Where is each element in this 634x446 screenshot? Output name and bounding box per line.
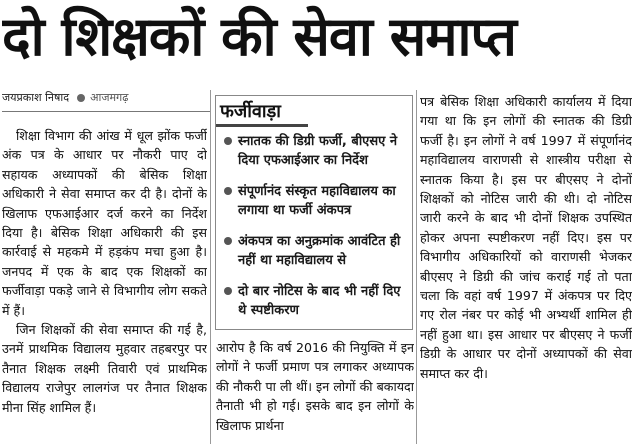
article-paragraph: आरोप है कि वर्ष 2016 की नियुक्ति में इन लोगों ने फर्जी प्रमाण पत्र लगाकर अध्यापक की नौकरी पा ली थीं। इन लोगों की बकायदा तैनाती भी हो गई। इसके बाद इन लोगों के खिलाफ प्रार्थना [216,340,414,433]
bullet-icon [224,287,232,295]
article-paragraph: पत्र बेसिक शिक्षा अधिकारी कार्यालय में दिया गया था कि इन लोगों की स्नातक की डिग्री फर्जी है। इन लोगों ने वर्ष 1997 में संपूर्णानंद महाविद्यालय वाराणसी से शास्त्रीय परीक्षा से स्नातक किया है। इस पर बीएसए ने दोनों शिक्षकों को नोटिस जारी की थी। दो नोटिस जारी करने के बाद भी दोनों शिक्षक उपस्थित होकर अपना स्पष्टीकरण नहीं दिए। इस पर विभागीय अधिकारियों को वाराणसी भेजकर बीएसए ने डिग्री की जांच कराई गई तो पता चला कि वहां वर्ष 1997 में अंकपत्र पर दिए गए रोल नंबर पर कोई भी अभ्यर्थी शामिल ही नहीं हुआ था। इस आधार पर बीएसए ने फर्जी डिग्री के आधार पर दोनों अध्यापकों की सेवा समाप्त कर दी। [420,94,632,381]
byline-author: जयप्रकाश निषाद [2,91,70,104]
highlight-text: स्नातक की डिग्री फर्जी, बीएसए ने दिया एफआईआर का निर्देश [238,134,398,168]
column-divider [416,90,417,444]
highlight-text: अंकपत्र का अनुक्रमांक आवंटित ही नहीं था महाविद्यालय से [238,234,401,268]
headline: दो शिक्षकों की सेवा समाप्त [2,5,516,68]
article-column-1 [2,126,207,444]
highlight-item [222,282,408,320]
highlights-title-underline [216,124,308,127]
bullet-icon [224,187,232,195]
highlights-box [215,95,413,330]
highlight-text: दो बार नोटिस के बाद भी नहीं दिए थे स्पष्टीकरण [238,284,401,318]
article-column-2 [216,338,414,444]
highlight-item [222,232,408,270]
article-paragraph: शिक्षा विभाग की आंख में धूल झोंक फर्जी अंक पत्र के आधार पर नौकरी पाए दो सहायक अध्यापकों की बेसिक शिक्षा अधिकारी ने सेवा समाप्त कर दी है। दोनों के खिलाफ एफआईआर दर्ज करने का निर्देश दिया है। बेसिक शिक्षा अधिकारी की इस कार्रवाई से महकमे में हड़कंप मचा हुआ है। जनपद में एक के बाद एक शिक्षकों का फर्जीवाड़ा पकड़े जाने से विभागीय लोग सकते में हैं। [2,128,207,318]
byline [2,90,128,106]
highlights-list [222,132,408,320]
article-paragraph: जिन शिक्षकों की सेवा समाप्त की गई है, उनमें प्राथमिक विद्यालय मुहवार तहबरपुर पर तैनात शिक्षक लक्ष्मी तिवारी एवं प्राथमिक विद्यालय राजेपुर लालगंज पर तैनात शिक्षक मीना सिंह शामिल हैं। [2,322,207,415]
bullet-icon [224,137,232,145]
highlight-item [222,182,408,220]
byline-location: आजमगढ़ [90,91,129,104]
byline-rule [2,111,210,112]
column-divider [210,90,211,444]
bullet-icon [224,237,232,245]
highlight-text: संपूर्णानंद संस्कृत महाविद्यालय का लगाया था फर्जी अंकपत्र [238,184,396,218]
location-dot-icon [77,94,85,102]
highlights-title: फर्जीवाड़ा [220,101,281,122]
highlight-item [222,132,408,170]
article-column-3 [420,92,632,442]
